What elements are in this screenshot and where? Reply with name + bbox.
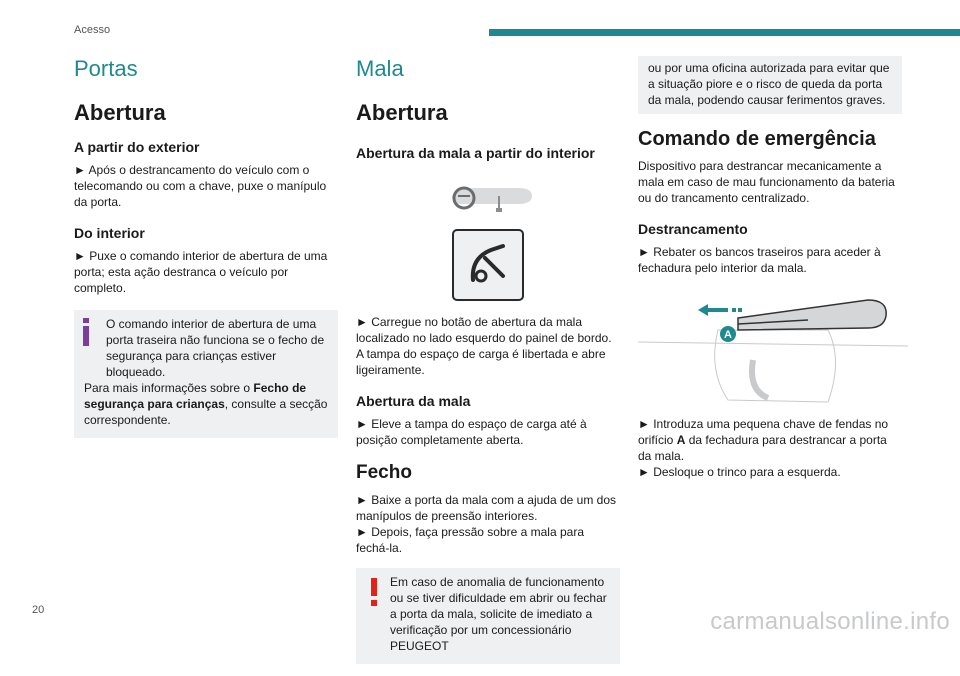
heading-fecho: Fecho (356, 462, 412, 483)
section-title-portas: Portas (74, 56, 138, 81)
text-introduza-2: da fechadura para destrancar a porta da mala. (638, 433, 887, 463)
text-desloque: ► Desloque o trinco para a esquerda. (638, 465, 841, 479)
text-eleve: ► Eleve a tampa do espaço de carga até à posição completamente aberta. (356, 417, 587, 447)
heading-comando-emergencia: Comando de emergência (638, 128, 876, 150)
info-icon (82, 318, 90, 346)
warning-box (356, 568, 620, 664)
info-text-bold: Fecho de segurança para crianças (84, 381, 307, 411)
text-introduza-1: ► Introduza uma pequena chave de fendas no orifício (638, 417, 889, 447)
warning-box-continued (638, 56, 902, 114)
info-text-1: O comando interior de abertura de uma porta traseira não funciona se o fecho de segurança para crianças estiver bloqueado. (106, 317, 325, 379)
warning-continued-text: ou por uma oficina autorizada para evitar que a situação piore e o risco de queda da porta da mala, podendo causar ferimentos graves. (648, 61, 890, 107)
heading-destrancamento: Destrancamento (638, 221, 748, 237)
text-interior: ► Puxe o comando interior de abertura de uma porta; esta ação destranca o veículo por completo. (74, 249, 328, 295)
text-dispositivo: Dispositivo para destrancar mecanicamente a mala em caso de mau funcionamento da bateria ou do trancamento centralizado. (638, 159, 895, 205)
text-baixe: ► Baixe a porta da mala com a ajuda de um dos manípulos de preensão interiores. (356, 493, 617, 523)
dashboard-illustration (438, 182, 538, 218)
text-rebater: ► Rebater os bancos traseiros para aceder à fechadura pelo interior da mala. (638, 245, 881, 275)
text-introduza (638, 416, 902, 464)
heading-exterior: A partir do exterior (74, 139, 200, 155)
info-text-2a: Para mais informações sobre o (84, 381, 254, 395)
column-emergencia (638, 56, 902, 494)
text-carregue: ► Carregue no botão de abertura da mala localizado no lado esquerdo do painel de bordo. A tampa do espaço de carga é libertada e abre ligeiramente. (356, 315, 612, 377)
emergency-lock-illustration (638, 290, 908, 410)
trunk-release-button-icon (451, 228, 525, 302)
figure-label-a: A (724, 329, 732, 341)
column-mala (356, 56, 620, 676)
column-portas (74, 56, 338, 450)
page-number: 20 (32, 604, 45, 616)
header-accent-bar (489, 29, 960, 36)
heading-mala-interior: Abertura da mala a partir do interior (356, 145, 595, 161)
warning-text: Em caso de anomalia de funcionamento ou se tiver dificuldade em abrir ou fechar a porta da mala, solicite de imediato a verificação por um concessionário PEUGEOT (390, 575, 607, 653)
header-section-title: Acesso (74, 24, 111, 36)
heading-interior: Do interior (74, 225, 145, 241)
warning-icon (370, 578, 378, 606)
text-introduza-bold: A (676, 433, 686, 447)
info-text-2b: , consulte a secção correspondente. (84, 397, 328, 427)
text-exterior: ► Após o destrancamento do veículo com o telecomando ou com a chave, puxe o manípulo da porta. (74, 163, 327, 209)
heading-abertura-da-mala: Abertura da mala (356, 393, 471, 409)
section-title-mala: Mala (356, 56, 404, 81)
watermark: carmanualsonline.info (710, 608, 950, 635)
info-box (74, 310, 338, 438)
text-depois: ► Depois, faça pressão sobre a mala para fechá-la. (356, 525, 584, 555)
heading-abertura-mala: Abertura (356, 100, 448, 125)
info-text-2 (84, 380, 328, 428)
heading-abertura: Abertura (74, 100, 166, 125)
